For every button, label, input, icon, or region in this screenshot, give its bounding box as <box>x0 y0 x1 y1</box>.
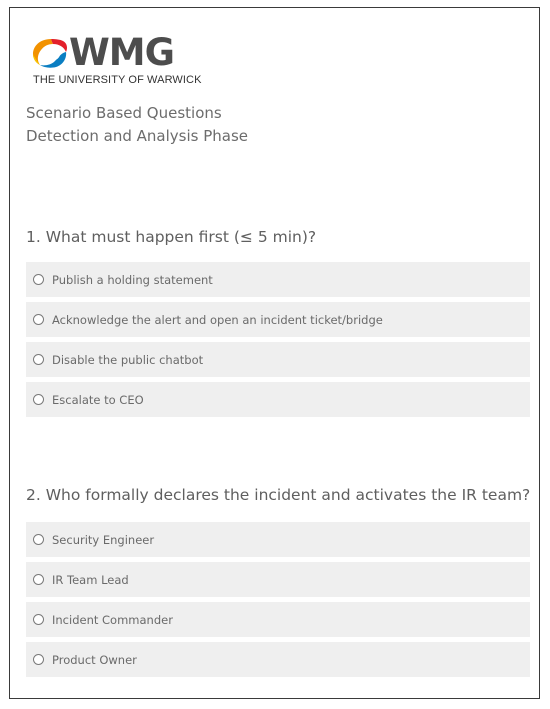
wmg-swirl-logo-icon <box>31 37 71 69</box>
radio-button-icon[interactable] <box>33 574 44 585</box>
page-title: Scenario Based Questions <box>26 104 222 122</box>
question-2-option-4[interactable] <box>26 642 530 677</box>
radio-button-icon[interactable] <box>33 274 44 285</box>
radio-button-icon[interactable] <box>33 394 44 405</box>
question-1-option-1[interactable] <box>26 262 530 297</box>
question-2-option-2[interactable] <box>26 562 530 597</box>
radio-button-icon[interactable] <box>33 314 44 325</box>
question-1-text: 1. What must happen first (≤ 5 min)? <box>26 228 317 246</box>
option-label: Disable the public chatbot <box>52 352 204 367</box>
question-2-option-1[interactable] <box>26 522 530 557</box>
radio-button-icon[interactable] <box>33 654 44 665</box>
option-label: Security Engineer <box>52 532 155 547</box>
question-2-text: 2. Who formally declares the incident and activates the IR team? <box>26 486 531 504</box>
logo-subtitle: THE UNIVERSITY OF WARWICK <box>33 74 202 86</box>
option-label: Acknowledge the alert and open an incident ticket/bridge <box>52 312 383 327</box>
question-1-option-2[interactable] <box>26 302 530 337</box>
option-label: IR Team Lead <box>52 572 129 587</box>
option-label: Incident Commander <box>52 612 173 627</box>
logo-wordmark: WMG <box>69 31 175 74</box>
radio-button-icon[interactable] <box>33 614 44 625</box>
question-2-option-3[interactable] <box>26 602 530 637</box>
radio-button-icon[interactable] <box>33 354 44 365</box>
option-label: Escalate to CEO <box>52 392 144 407</box>
radio-button-icon[interactable] <box>33 534 44 545</box>
form-frame <box>9 7 540 699</box>
wmg-logo <box>31 31 221 93</box>
page-subtitle: Detection and Analysis Phase <box>26 127 248 145</box>
option-label: Publish a holding statement <box>52 272 213 287</box>
option-label: Product Owner <box>52 652 137 667</box>
question-1-option-4[interactable] <box>26 382 530 417</box>
question-1-option-3[interactable] <box>26 342 530 377</box>
